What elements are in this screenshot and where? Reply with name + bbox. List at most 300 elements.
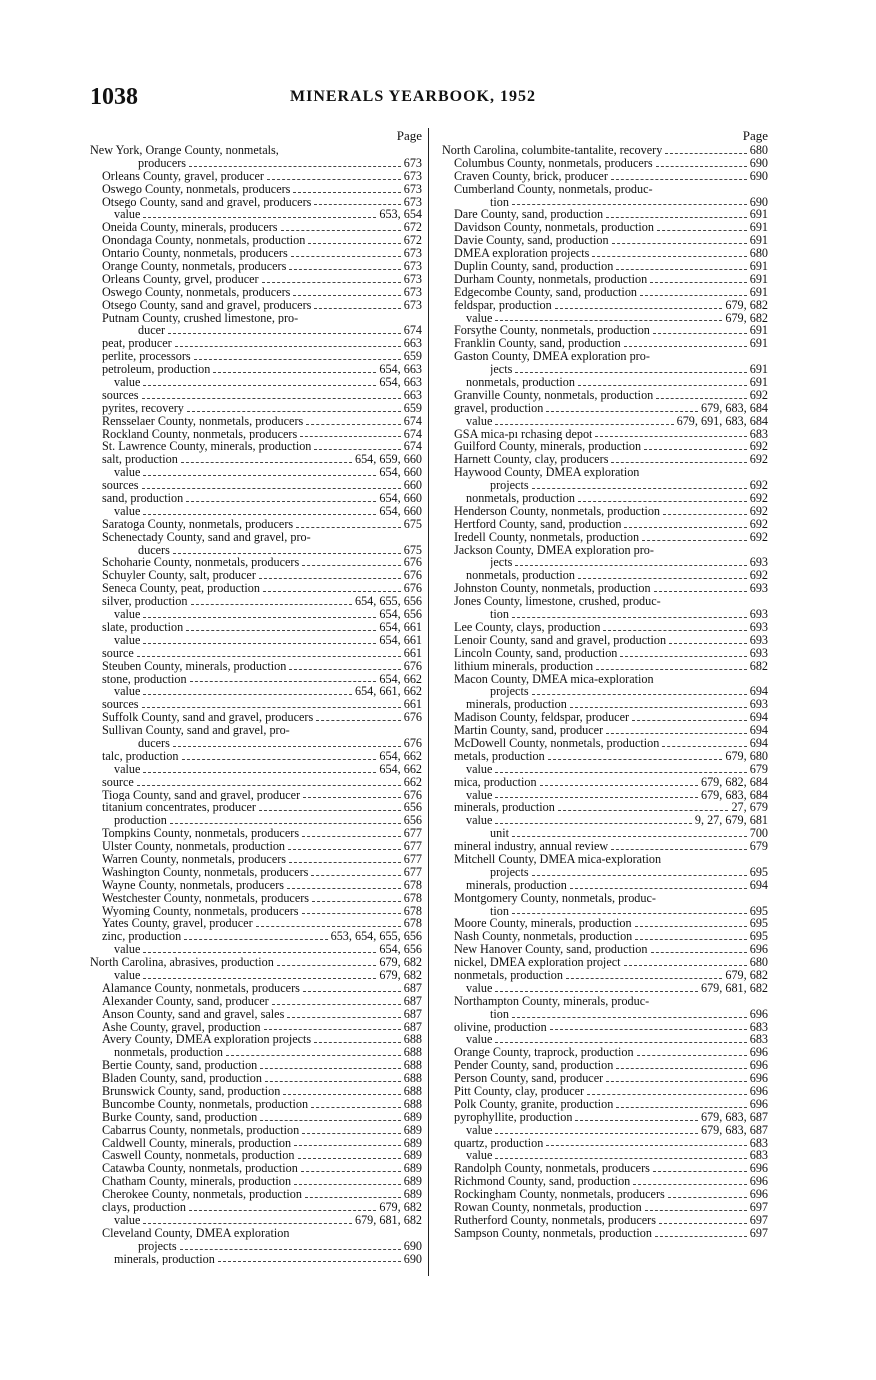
index-entry — [442, 350, 768, 363]
dot-leader — [669, 643, 747, 644]
index-entry-page: 696 — [749, 1187, 768, 1202]
dot-leader — [277, 965, 377, 966]
index-entry-text: sand, production — [102, 492, 184, 505]
dot-leader — [587, 1094, 747, 1095]
index-entry-page: 690 — [749, 194, 768, 209]
index-entry-text: projects — [490, 479, 529, 493]
index-entry — [442, 569, 768, 582]
dot-leader — [495, 991, 698, 992]
dot-leader — [260, 1068, 400, 1069]
index-entry-page: 675 — [403, 516, 422, 531]
index-entry-page: 688 — [403, 1045, 422, 1060]
index-entry — [90, 1149, 422, 1162]
index-entry — [442, 698, 768, 711]
index-entry — [442, 763, 768, 776]
index-entry-page: 687 — [403, 1019, 422, 1034]
dot-leader — [656, 166, 747, 167]
index-entry — [90, 866, 422, 879]
index-entry-page: 677 — [403, 851, 422, 866]
dot-leader — [642, 540, 747, 541]
index-entry — [442, 260, 768, 273]
index-entry-page: 689 — [403, 1122, 422, 1137]
index-entry-text: Sampson County, nonmetals, production — [454, 1226, 652, 1240]
index-entry-page: 690 — [403, 1238, 422, 1253]
index-entry — [90, 544, 422, 557]
index-entry-text: tion — [490, 195, 509, 209]
index-entry-page: 688 — [403, 1071, 422, 1086]
dot-leader — [143, 217, 376, 218]
dot-leader — [182, 759, 377, 760]
dot-leader — [668, 1197, 747, 1198]
dot-leader — [665, 153, 746, 154]
index-entry-text: Hertford County, sand, production — [454, 517, 622, 531]
dot-leader — [298, 1158, 401, 1159]
index-entry — [90, 1085, 422, 1098]
index-entry-page: 691 — [749, 207, 768, 222]
index-entry — [442, 196, 768, 209]
index-entry-text: tion — [490, 608, 509, 621]
index-entry-page: 689 — [403, 1148, 422, 1163]
index-entry-text: Steuben County, minerals, production — [102, 659, 287, 673]
index-entry — [442, 286, 768, 299]
index-entry-text: source — [102, 775, 134, 789]
index-entry — [90, 1227, 422, 1240]
index-entry-text: Rowan County, nonmetals, production — [454, 1201, 642, 1214]
index-entry — [442, 737, 768, 750]
index-entry-page: 680 — [749, 142, 768, 157]
index-entry-text: value — [114, 943, 141, 957]
dot-leader — [624, 346, 747, 347]
dot-leader — [262, 282, 401, 283]
dot-leader — [616, 269, 746, 270]
dot-leader — [578, 578, 747, 579]
index-entry-page: 691 — [749, 271, 768, 286]
index-entry-text: clays, production — [102, 1201, 186, 1214]
index-entry-page: 673 — [403, 155, 422, 170]
dot-leader — [540, 785, 698, 786]
index-entry-text: Iredell County, nonmetals, production — [454, 530, 640, 544]
index-entry-page: 663 — [403, 336, 422, 351]
dot-leader — [548, 759, 723, 760]
index-entry-page: 663 — [403, 387, 422, 402]
dot-leader — [495, 1042, 746, 1043]
dot-leader — [546, 1145, 746, 1146]
index-entry-page: 676 — [403, 658, 422, 673]
dot-leader — [303, 797, 401, 798]
index-entry — [442, 1046, 768, 1059]
index-column-left — [90, 128, 422, 1265]
index-entry-text: Cleveland County, DMEA exploration — [102, 1226, 290, 1240]
dot-leader — [137, 656, 401, 657]
index-entry-text: Henderson County, nonmetals, production — [454, 504, 661, 518]
dot-leader — [267, 179, 401, 180]
dot-leader — [143, 643, 376, 644]
index-entry-text: slate, production — [102, 620, 184, 634]
index-entry — [90, 969, 422, 982]
index-entry — [90, 1033, 422, 1046]
index-entry-page: 694 — [749, 735, 768, 750]
index-entry — [442, 930, 768, 943]
dot-leader — [532, 488, 747, 489]
index-entry-text: Northampton County, minerals, produc- — [454, 994, 650, 1008]
index-entry-text: Orange County, nonmetals, producers — [102, 260, 287, 273]
dot-leader — [662, 746, 746, 747]
index-entry-text: Brunswick County, sand, production — [102, 1085, 281, 1098]
index-entry-page: 692 — [749, 529, 768, 544]
dot-leader — [632, 720, 747, 721]
page-column-heading: Page — [396, 128, 422, 143]
index-entry-text: value — [466, 981, 493, 995]
index-entry — [90, 363, 422, 376]
index-entry-page: 654, 663 — [379, 375, 422, 390]
index-entry-text: Buncombe County, nonmetals, production — [102, 1097, 309, 1111]
index-entry-page: 683 — [749, 1135, 768, 1150]
index-entry-page: 654, 661, 662 — [354, 684, 422, 699]
dot-leader — [655, 1236, 747, 1237]
index-entry-page: 683 — [749, 1019, 768, 1034]
index-entry-text: unit — [490, 827, 509, 841]
index-entry-text: Lenoir County, sand and gravel, production — [454, 633, 667, 647]
index-entry — [442, 1175, 768, 1188]
index-entry — [442, 415, 768, 428]
index-entry — [90, 660, 422, 673]
index-entry — [442, 634, 768, 647]
index-entry-text: Nash County, nonmetals, production — [454, 930, 633, 944]
index-entry-text: value — [466, 814, 493, 828]
column-divider — [428, 128, 429, 1276]
index-entry-page: 696 — [749, 1084, 768, 1098]
index-entry-text: lithium minerals, production — [454, 659, 594, 673]
index-entry-text: Schoharie County, nonmetals, producers — [102, 556, 300, 570]
index-entry-text: Moore County, minerals, production — [454, 917, 632, 931]
index-entry-text: value — [114, 685, 141, 699]
index-entry-text: Macon County, DMEA mica-exploration — [454, 672, 654, 686]
index-entry-page: 691 — [749, 284, 768, 299]
index-entry-text: Rockland County, nonmetals, producers — [102, 427, 298, 441]
dot-leader — [611, 462, 746, 463]
index-entry-page: 690 — [749, 155, 768, 170]
dot-leader — [633, 1184, 746, 1185]
dot-leader — [316, 720, 401, 721]
dot-leader — [191, 604, 352, 605]
index-entry — [442, 982, 768, 995]
index-entry — [442, 1188, 768, 1201]
index-entry-page: 654, 659, 660 — [354, 452, 422, 467]
index-entry-text: feldspar, production — [454, 298, 552, 312]
dot-leader — [624, 965, 747, 966]
index-entry — [442, 595, 768, 608]
index-entry-text: quartz, production — [454, 1136, 544, 1150]
dot-leader — [173, 553, 401, 554]
dot-leader — [137, 785, 401, 786]
index-entry-text: Schuyler County, salt, producer — [102, 569, 256, 583]
dot-leader — [596, 669, 747, 670]
index-entry — [90, 234, 422, 247]
index-entry-page: 27, 679 — [731, 800, 768, 815]
index-entry — [90, 879, 422, 892]
index-entry — [90, 273, 422, 286]
index-entry-page: 692 — [749, 387, 768, 402]
index-entry-text: ducer — [138, 324, 166, 338]
index-entry-page: 653, 654 — [379, 207, 422, 222]
index-entry-page: 687 — [403, 980, 422, 995]
index-entry-text: value — [466, 788, 493, 802]
index-entry-text: Seneca County, peat, production — [102, 582, 260, 596]
index-entry-text: Davie County, sand, production — [454, 234, 609, 248]
index-entry-text: Caswell County, nonmetals, production — [102, 1149, 295, 1163]
index-entry — [90, 286, 422, 299]
index-entry — [442, 879, 768, 892]
dot-leader — [293, 295, 400, 296]
index-entry — [90, 170, 422, 183]
index-entry-text: North Carolina, columbite-tantalite, recovery — [442, 143, 663, 157]
index-entry — [442, 466, 768, 479]
index-entry-page: 687 — [403, 993, 422, 1008]
index-entry-text: Lincoln County, sand, production — [454, 646, 618, 660]
index-entry-page: 676 — [403, 735, 422, 750]
index-entry — [90, 1098, 422, 1111]
dot-leader — [512, 204, 747, 205]
index-entry-text: Jones County, limestone, crushed, produc- — [454, 595, 661, 609]
dot-leader — [606, 1081, 747, 1082]
dot-leader — [640, 295, 747, 296]
dot-leader — [635, 939, 746, 940]
index-entry-page: 696 — [749, 1096, 768, 1111]
index-entry — [442, 1085, 768, 1098]
index-entry-page: 692 — [749, 452, 768, 467]
index-entry-text: ducers — [138, 543, 170, 557]
index-entry-page: 676 — [403, 581, 422, 596]
index-entry-text: stone, production — [102, 672, 187, 686]
index-entry-text: nonmetals, production — [114, 1046, 223, 1060]
dot-leader — [606, 217, 747, 218]
index-entry-text: New Hanover County, sand, production — [454, 943, 648, 957]
index-entry-text: Granville County, nonmetals, production — [454, 388, 654, 402]
index-entry — [442, 1033, 768, 1046]
index-entry-text: Alexander County, sand, producer — [102, 994, 269, 1008]
index-entry — [90, 892, 422, 905]
dot-leader — [186, 630, 376, 631]
dot-leader — [512, 1017, 747, 1018]
dot-leader — [287, 1017, 400, 1018]
index-entry-text: St. Lawrence County, minerals, production — [102, 440, 312, 454]
index-entry — [442, 1072, 768, 1085]
dot-leader — [265, 1081, 401, 1082]
index-entry — [90, 1021, 422, 1034]
index-entry — [90, 956, 422, 969]
index-entry — [442, 544, 768, 557]
index-entry-text: Orange County, traprock, production — [454, 1046, 634, 1060]
index-entry — [90, 724, 422, 737]
index-entry-text: projects — [490, 865, 529, 879]
index-entry — [442, 183, 768, 196]
index-entry-page: 692 — [749, 491, 768, 506]
index-entry-page: 677 — [403, 826, 422, 841]
index-entry — [442, 557, 768, 570]
dot-leader — [143, 978, 376, 979]
index-entry-page: 689 — [403, 1161, 422, 1176]
index-entry — [442, 866, 768, 879]
index-entry-page: 679, 683, 684 — [700, 400, 768, 415]
index-entry-page: 680 — [749, 246, 768, 261]
index-entry-page: 692 — [749, 478, 768, 493]
dot-leader — [575, 1120, 697, 1121]
index-entry-text: sources — [102, 388, 139, 402]
dot-leader — [314, 204, 400, 205]
index-entry — [442, 995, 768, 1008]
dot-leader — [624, 527, 746, 528]
index-entry — [90, 247, 422, 260]
index-entry — [442, 956, 768, 969]
dot-leader — [305, 1197, 401, 1198]
dot-leader — [650, 282, 747, 283]
index-entry-page: 696 — [749, 1045, 768, 1060]
dot-leader — [180, 1249, 401, 1250]
dot-leader — [663, 514, 747, 515]
index-entry-text: peat, producer — [102, 337, 172, 351]
index-entry-text: Gaston County, DMEA exploration pro- — [454, 350, 650, 364]
index-entry — [442, 505, 768, 518]
dot-leader — [143, 1223, 352, 1224]
index-entry — [442, 273, 768, 286]
dot-leader — [512, 836, 747, 837]
dot-leader — [287, 888, 401, 889]
dot-leader — [291, 256, 401, 257]
index-entry — [442, 827, 768, 840]
dot-leader — [512, 913, 747, 914]
index-entry-text: Forsythe County, nonmetals, production — [454, 324, 650, 338]
index-entry-text: sources — [102, 479, 139, 493]
page-column-heading: Page — [742, 128, 768, 143]
index-entry — [90, 376, 422, 389]
index-entry — [90, 157, 422, 170]
index-entry-text: Pender County, sand, production — [454, 1059, 614, 1073]
index-entry-text: minerals, production — [114, 1252, 215, 1266]
index-entry-text: mica, production — [454, 775, 537, 789]
index-entry — [442, 492, 768, 505]
dot-leader — [187, 411, 401, 412]
index-entry-text: value — [466, 762, 493, 776]
index-entry — [442, 840, 768, 853]
index-entry-page: 654, 660 — [379, 503, 422, 518]
index-entry — [90, 621, 422, 634]
index-entry-text: Haywood County, DMEA exploration — [454, 466, 640, 480]
index-entry-text: Randolph County, nonmetals, producers — [454, 1162, 650, 1176]
index-entry-page: 679, 683, 687 — [700, 1109, 768, 1124]
dot-leader — [186, 501, 376, 502]
dot-leader — [289, 269, 400, 270]
index-entry-text: Tompkins County, nonmetals, producers — [102, 827, 300, 841]
dot-leader — [264, 1029, 401, 1030]
index-entry-page: 654, 662 — [379, 748, 422, 763]
index-entry-page: 673 — [403, 168, 422, 183]
index-entry — [442, 389, 768, 402]
index-entry-text: value — [466, 414, 493, 428]
index-entry-page: 679, 682 — [379, 967, 422, 982]
page-header — [90, 84, 770, 114]
index-entry-page: 688 — [403, 1032, 422, 1047]
index-entry-text: Caldwell County, minerals, production — [102, 1136, 292, 1150]
index-entry-text: value — [466, 1033, 493, 1047]
index-entry-page: 676 — [403, 710, 422, 725]
index-entry-page: 674 — [403, 439, 422, 454]
index-entry-page: 678 — [403, 890, 422, 905]
dot-leader — [495, 823, 691, 824]
dot-leader — [143, 617, 376, 618]
index-entry-page: 694 — [749, 723, 768, 738]
index-entry — [90, 1111, 422, 1124]
index-entry-text: Edgecombe County, sand, production — [454, 285, 638, 299]
index-entry-text: value — [114, 466, 141, 480]
index-entry-text: value — [466, 311, 493, 325]
index-entry — [442, 853, 768, 866]
index-entry-page: 680 — [749, 955, 768, 970]
dot-leader — [308, 243, 400, 244]
index-entry — [442, 157, 768, 170]
index-entry — [442, 711, 768, 724]
dot-leader — [495, 320, 722, 321]
dot-leader — [296, 527, 401, 528]
index-entry-page: 661 — [403, 697, 422, 712]
dot-leader — [645, 1210, 747, 1211]
index-entry-text: Warren County, nonmetals, producers — [102, 852, 287, 866]
dot-leader — [657, 230, 747, 231]
index-entry-text: value — [114, 608, 141, 621]
running-title: MINERALS YEARBOOK, 1952 — [290, 88, 536, 105]
index-entry-text: Putnam County, crushed limestone, pro- — [102, 311, 299, 325]
index-entry-page: 659 — [403, 349, 422, 364]
dot-leader — [256, 926, 401, 927]
dot-leader — [259, 810, 401, 811]
index-entry-text: Rutherford County, nonmetals, producers — [454, 1213, 656, 1227]
index-entry — [90, 995, 422, 1008]
index-entry-text: metals, production — [454, 749, 545, 763]
index-entry-page: 654, 663 — [379, 362, 422, 377]
index-entry — [90, 505, 422, 518]
index-entry — [90, 337, 422, 350]
index-entry-text: Richmond County, sand, production — [454, 1175, 631, 1189]
index-entry-page: 693 — [749, 697, 768, 712]
index-entry — [90, 737, 422, 750]
dot-leader — [656, 398, 746, 399]
index-entry-page: 696 — [749, 1071, 768, 1086]
dot-leader — [312, 901, 401, 902]
index-entry-page: 676 — [403, 568, 422, 583]
index-entry — [90, 1059, 422, 1072]
index-entry-text: Harnett County, clay, producers — [454, 453, 609, 467]
dot-leader — [272, 1004, 401, 1005]
dot-leader — [143, 694, 352, 695]
dot-leader — [620, 656, 746, 657]
index-entry — [442, 531, 768, 544]
index-entry — [90, 557, 422, 570]
index-entry-page: 654, 661 — [379, 632, 422, 647]
index-entry — [442, 582, 768, 595]
index-entry-page: 693 — [749, 645, 768, 660]
index-entry-text: Dare County, sand, production — [454, 208, 604, 222]
index-entry-text: Guilford County, minerals, production — [454, 440, 642, 454]
index-entry-page: 656 — [403, 813, 422, 828]
index-entry — [442, 1021, 768, 1034]
index-entry — [90, 1240, 422, 1253]
index-entry — [90, 221, 422, 234]
dot-leader — [654, 591, 747, 592]
index-entry-page: 679, 680 — [725, 748, 768, 763]
index-entry — [90, 789, 422, 802]
index-entry — [90, 905, 422, 918]
index-entry — [442, 428, 768, 441]
index-entry — [90, 1046, 422, 1059]
